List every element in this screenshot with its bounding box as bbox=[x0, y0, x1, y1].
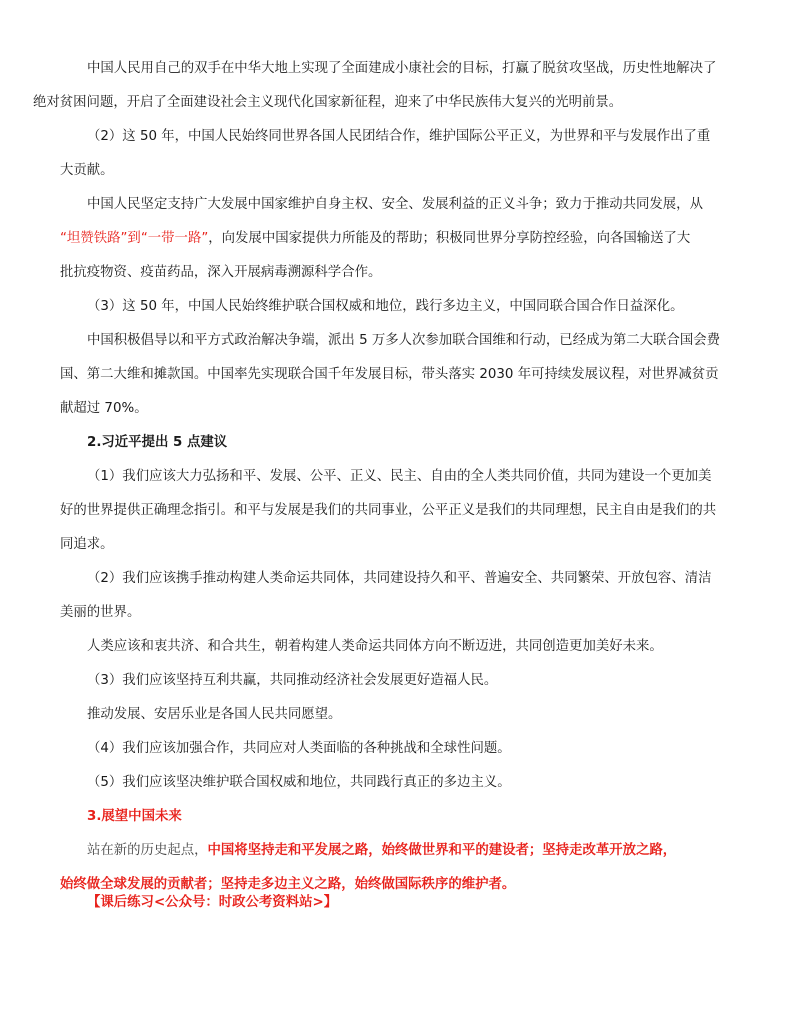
section-heading-proposals: 2.习近平提出 5 点建议 bbox=[87, 435, 228, 450]
text-line: 大贡献。 bbox=[60, 163, 114, 178]
text-line bbox=[33, 222, 744, 256]
text-line: 绝对贫困问题，开启了全面建设社会主义现代化国家新征程，迎来了中华民族伟大复兴的光明前景。 bbox=[33, 95, 623, 110]
paragraph-solidarity bbox=[60, 120, 744, 188]
text-line: （2）这 50 年，中国人民始终同世界各国人民团结合作，维护国际公平正义，为世界和平与发展作出了重 bbox=[87, 129, 711, 144]
text-line: 中国积极倡导以和平方式政治解决争端，派出 5 万多人次参加联合国维和行动，已经成为第二大联合国会费 bbox=[87, 333, 720, 348]
paragraph-proposal-3: （3）我们应该坚持互利共赢，共同推动经济社会发展更好造福人民。 bbox=[87, 673, 498, 688]
text-line: 同追求。 bbox=[60, 537, 114, 552]
text-line: （3）这 50 年，中国人民始终维护联合国权威和地位，践行多边主义，中国同联合国合作日益深化。 bbox=[87, 299, 684, 314]
text-line: 美丽的世界。 bbox=[60, 605, 141, 620]
text-run: 站在新的历史起点， bbox=[87, 843, 208, 858]
text-line: 国、第二大维和摊款国。中国率先实现联合国千年发展目标，带头落实 2030 年可持续发展议程，对世界减贫贡 bbox=[60, 367, 719, 382]
text-line bbox=[60, 834, 744, 868]
paragraph-proposal-1 bbox=[60, 460, 744, 562]
paragraph-poverty bbox=[33, 52, 744, 120]
text-line: （1）我们应该大力弘扬和平、发展、公平、正义、民主、自由的全人类共同价值，共同为建设一个更加美 bbox=[87, 469, 712, 484]
section-heading-outlook: 3.展望中国未来 bbox=[87, 809, 182, 824]
paragraph-un-cooperation bbox=[60, 290, 744, 324]
text-run: ，向发展中国家提供力所能及的帮助；积极同世界分享防控经验，向各国输送了大 bbox=[208, 231, 691, 246]
highlight-peaceful-development: 中国将坚持走和平发展之路，始终做世界和平的建设者；坚持走改革开放之路， bbox=[207, 843, 677, 858]
paragraph-proposal-4: （4）我们应该加强合作，共同应对人类面临的各种挑战和全球性问题。 bbox=[87, 741, 511, 756]
text-line: （2）我们应该携手推动构建人类命运共同体，共同建设持久和平、普遍安全、共同繁荣、开放包容、清洁 bbox=[87, 571, 712, 586]
text-line: 中国人民用自己的双手在中华大地上实现了全面建成小康社会的目标，打赢了脱贫攻坚战，历史性地解决了 bbox=[87, 61, 717, 76]
text-line: 批抗疫物资、疫苗药品，深入开展病毒溯源科学合作。 bbox=[60, 265, 382, 280]
text-line: 好的世界提供正确理念指引。和平与发展是我们的共同事业，公平正义是我们的共同理想，民主自由是我们的共 bbox=[60, 503, 717, 518]
paragraph-common-future: 人类应该和衷共济、和合共生，朝着构建人类命运共同体方向不断迈进，共同创造更加美好未来。 bbox=[87, 639, 663, 654]
highlight-global-development: 始终做全球发展的贡献者；坚持走多边主义之路，始终做国际秩序的维护者。 bbox=[60, 877, 516, 892]
highlight-railway-belt-road: “坦赞铁路”到“一带一路” bbox=[60, 231, 209, 246]
paragraph-wish: 推动发展、安居乐业是各国人民共同愿望。 bbox=[87, 707, 342, 722]
practice-link[interactable]: 【课后练习<公众号：时政公考资料站>】 bbox=[87, 895, 338, 910]
text-line: 献超过 70%。 bbox=[60, 401, 148, 416]
text-line: 中国人民坚定支持广大发展中国家维护自身主权、安全、发展利益的正义斗争；致力于推动共同发展，从 bbox=[87, 197, 703, 212]
paragraph-proposal-5: （5）我们应该坚决维护联合国权威和地位，共同践行真正的多边主义。 bbox=[87, 775, 511, 790]
paragraph-proposal-2 bbox=[60, 562, 744, 630]
paragraph-development-support bbox=[60, 188, 744, 290]
paragraph-peacekeeping bbox=[60, 324, 744, 426]
